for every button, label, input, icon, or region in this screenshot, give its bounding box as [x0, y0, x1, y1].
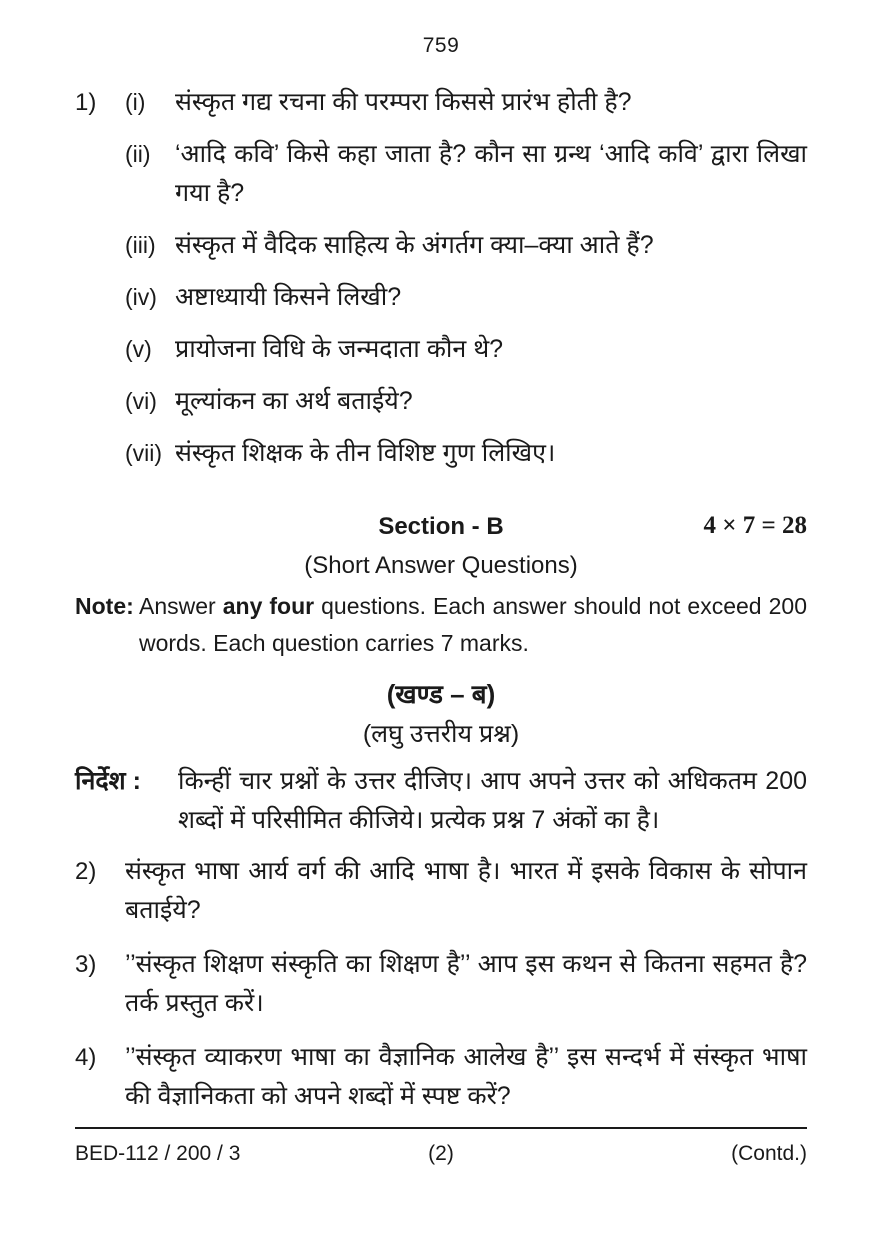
question-2 [75, 852, 807, 930]
instructions-label: निर्देश : [75, 767, 141, 795]
contd-label: (Contd.) [731, 1142, 807, 1165]
khand-heading: (खण्ड – ब) [386, 679, 496, 709]
instructions-text: किन्हीं चार प्रश्नों के उत्तर दीजिए। आप अपने उत्तर को अधिकतम 200 शब्दों में परिसीमित कीजिये। प्रत्येक प्रश्न 7 अंकों का है। [178, 767, 807, 834]
paper-code: BED-112 / 200 / 3 [75, 1142, 241, 1165]
section-b-header [75, 513, 807, 541]
note-text-bold: any four [222, 593, 315, 619]
part-text: मूल्यांकन का अर्थ बताईये? [175, 387, 413, 415]
note-text-post: questions. Each answer should not exceed 200 words. Each question carries 7 marks. [139, 593, 808, 656]
instructions-block [75, 762, 807, 840]
question-4 [75, 1038, 807, 1116]
question-3 [75, 945, 807, 1023]
page-footer [75, 1127, 807, 1166]
question-1-part-v [125, 330, 807, 369]
part-text: संस्कृत गद्य रचना की परम्परा किससे प्रारंभ होती है? [175, 88, 632, 116]
part-label: (vi) [125, 388, 157, 414]
question-text: संस्कृत भाषा आर्य वर्ग की आदि भाषा है। भारत में इसके विकास के सोपान बताईये? [125, 857, 807, 924]
question-1-part-i [125, 83, 807, 122]
question-1-part-iv [125, 278, 807, 317]
part-text: संस्कृत में वैदिक साहित्य के अंगर्तग क्या–क्या आते हैं? [175, 231, 654, 259]
note-block [75, 588, 807, 662]
question-number: 4) [75, 1044, 97, 1071]
part-text: अष्टाध्यायी किसने लिखी? [175, 283, 402, 311]
question-1-parts [125, 83, 807, 486]
part-label: (i) [125, 89, 146, 115]
footer-page-number: (2) [428, 1142, 454, 1165]
note-label: Note: [75, 593, 134, 619]
question-1-part-vi [125, 382, 807, 421]
part-label: (vii) [125, 440, 163, 466]
question-1-part-vii [125, 434, 807, 473]
question-1-part-iii [125, 226, 807, 265]
section-title: Section - B [378, 513, 504, 540]
note-text [139, 588, 807, 662]
part-label: (v) [125, 336, 152, 362]
part-label: (ii) [125, 141, 151, 167]
question-text: ’’संस्कृत शिक्षण संस्कृति का शिक्षण है’’ आप इस कथन से कितना सहमत है? तर्क प्रस्तुत करें। [125, 950, 807, 1017]
section-subtitle: (Short Answer Questions) [304, 552, 578, 579]
question-1 [75, 83, 807, 486]
part-text: प्रायोजना विधि के जन्मदाता कौन थे? [175, 335, 504, 363]
part-label: (iv) [125, 284, 157, 310]
question-1-part-ii [125, 135, 807, 213]
note-text-pre: Answer [139, 593, 223, 619]
part-text: ‘आदि कवि’ किसे कहा जाता है? कौन सा ग्रन्थ ‘आदि कवि’ द्वारा लिखा गया है? [175, 140, 807, 207]
laghu-uttariya-subheading: (लघु उत्तरीय प्रश्न) [362, 720, 520, 748]
question-1-number: 1) [75, 89, 97, 116]
part-label: (iii) [125, 232, 156, 258]
part-text: संस्कृत शिक्षक के तीन विशिष्ट गुण लिखिए। [175, 439, 556, 467]
question-number: 2) [75, 858, 97, 885]
question-text: ’’संस्कृत व्याकरण भाषा का वैज्ञानिक आलेख है’’ इस सन्दर्भ में संस्कृत भाषा की वैज्ञानिकता को अपने शब्दों में स्पष्ट करें? [125, 1043, 807, 1110]
page-number: 759 [422, 34, 460, 57]
question-number: 3) [75, 951, 97, 978]
section-marks: 4 × 7 = 28 [703, 512, 807, 539]
